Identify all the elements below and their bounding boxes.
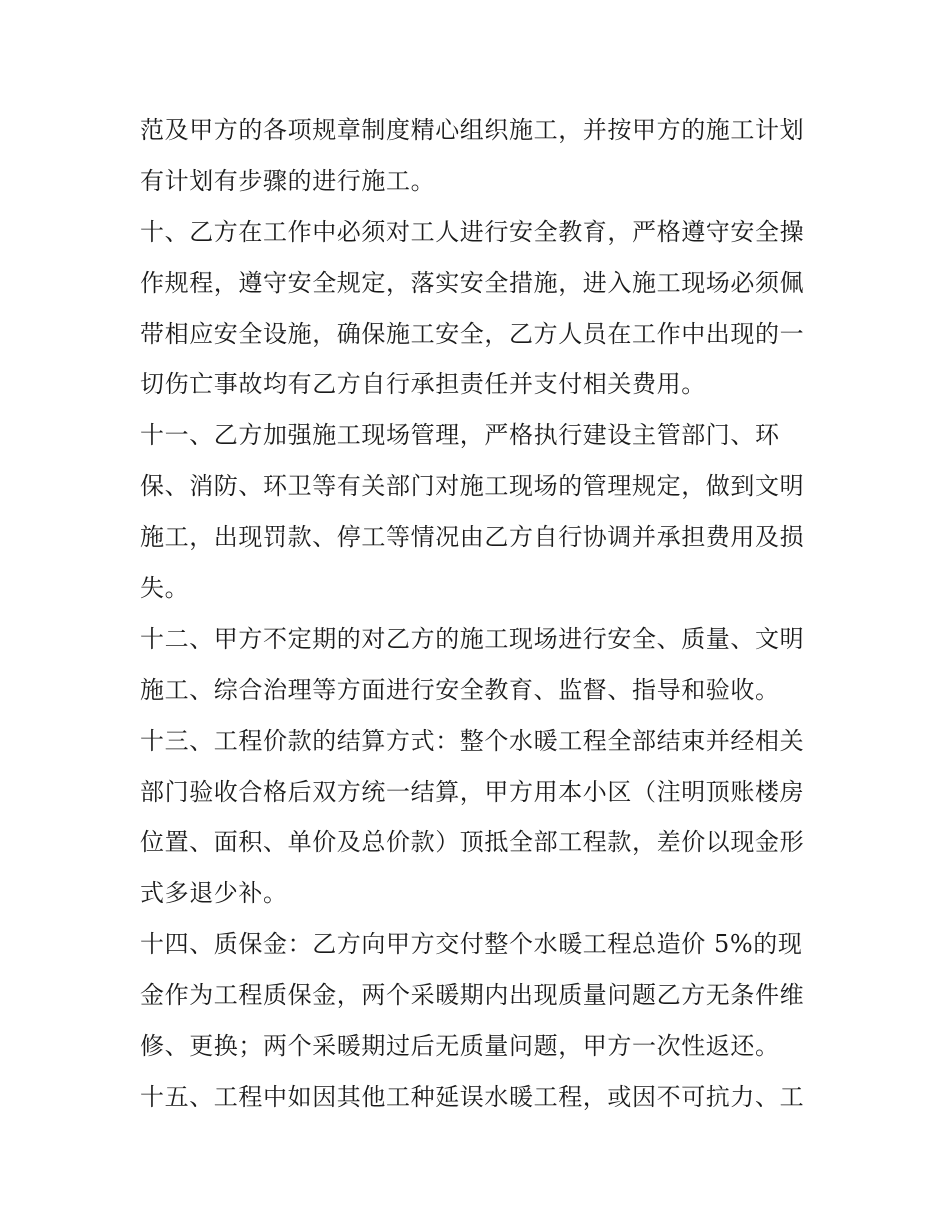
text-line: 式多退少补。 <box>140 879 288 908</box>
text-line: 修、更换；两个采暖期过后无质量问题，甲方一次性返还。 <box>140 1032 780 1061</box>
text-line: 施工、综合治理等方面进行安全教育、监督、指导和验收。 <box>140 675 780 704</box>
contract-text <box>140 105 820 1123</box>
text-line: 十一、乙方加强施工现场管理，严格执行建设主管部门、环 <box>140 421 780 450</box>
text-line: 失。 <box>140 574 190 603</box>
text-line: 十五、工程中如因其他工种延误水暖工程，或因不可抗力、工 <box>140 1082 805 1111</box>
text-line: 金作为工程质保金，两个采暖期内出现质量问题乙方无条件维 <box>140 981 805 1010</box>
text-line: 十三、工程价款的结算方式：整个水暖工程全部结束并经相关 <box>140 726 805 755</box>
text-line: 施工，出现罚款、停工等情况由乙方自行协调并承担费用及损 <box>140 523 805 552</box>
text-line: 十四、质保金：乙方向甲方交付整个水暖工程总造价 5%的现 <box>140 930 803 959</box>
text-line: 作规程，遵守安全规定，落实安全措施，进入施工现场必须佩 <box>140 268 805 297</box>
text-line: 位置、面积、单价及总价款）顶抵全部工程款，差价以现金形 <box>140 828 805 857</box>
text-line: 保、消防、环卫等有关部门对施工现场的管理规定，做到文明 <box>140 472 805 501</box>
text-line: 部门验收合格后双方统一结算，甲方用本小区（注明顶账楼房 <box>140 777 805 806</box>
text-line: 范及甲方的各项规章制度精心组织施工，并按甲方的施工计划 <box>140 116 805 144</box>
text-line: 有计划有步骤的进行施工。 <box>140 166 436 195</box>
text-line: 切伤亡事故均有乙方自行承担责任并支付相关费用。 <box>140 370 706 399</box>
text-line: 十二、甲方不定期的对乙方的施工现场进行安全、质量、文明 <box>140 624 805 653</box>
text-line: 十、乙方在工作中必须对工人进行安全教育，严格遵守安全操 <box>140 217 805 246</box>
text-line: 带相应安全设施，确保施工安全，乙方人员在工作中出现的一 <box>140 319 805 348</box>
